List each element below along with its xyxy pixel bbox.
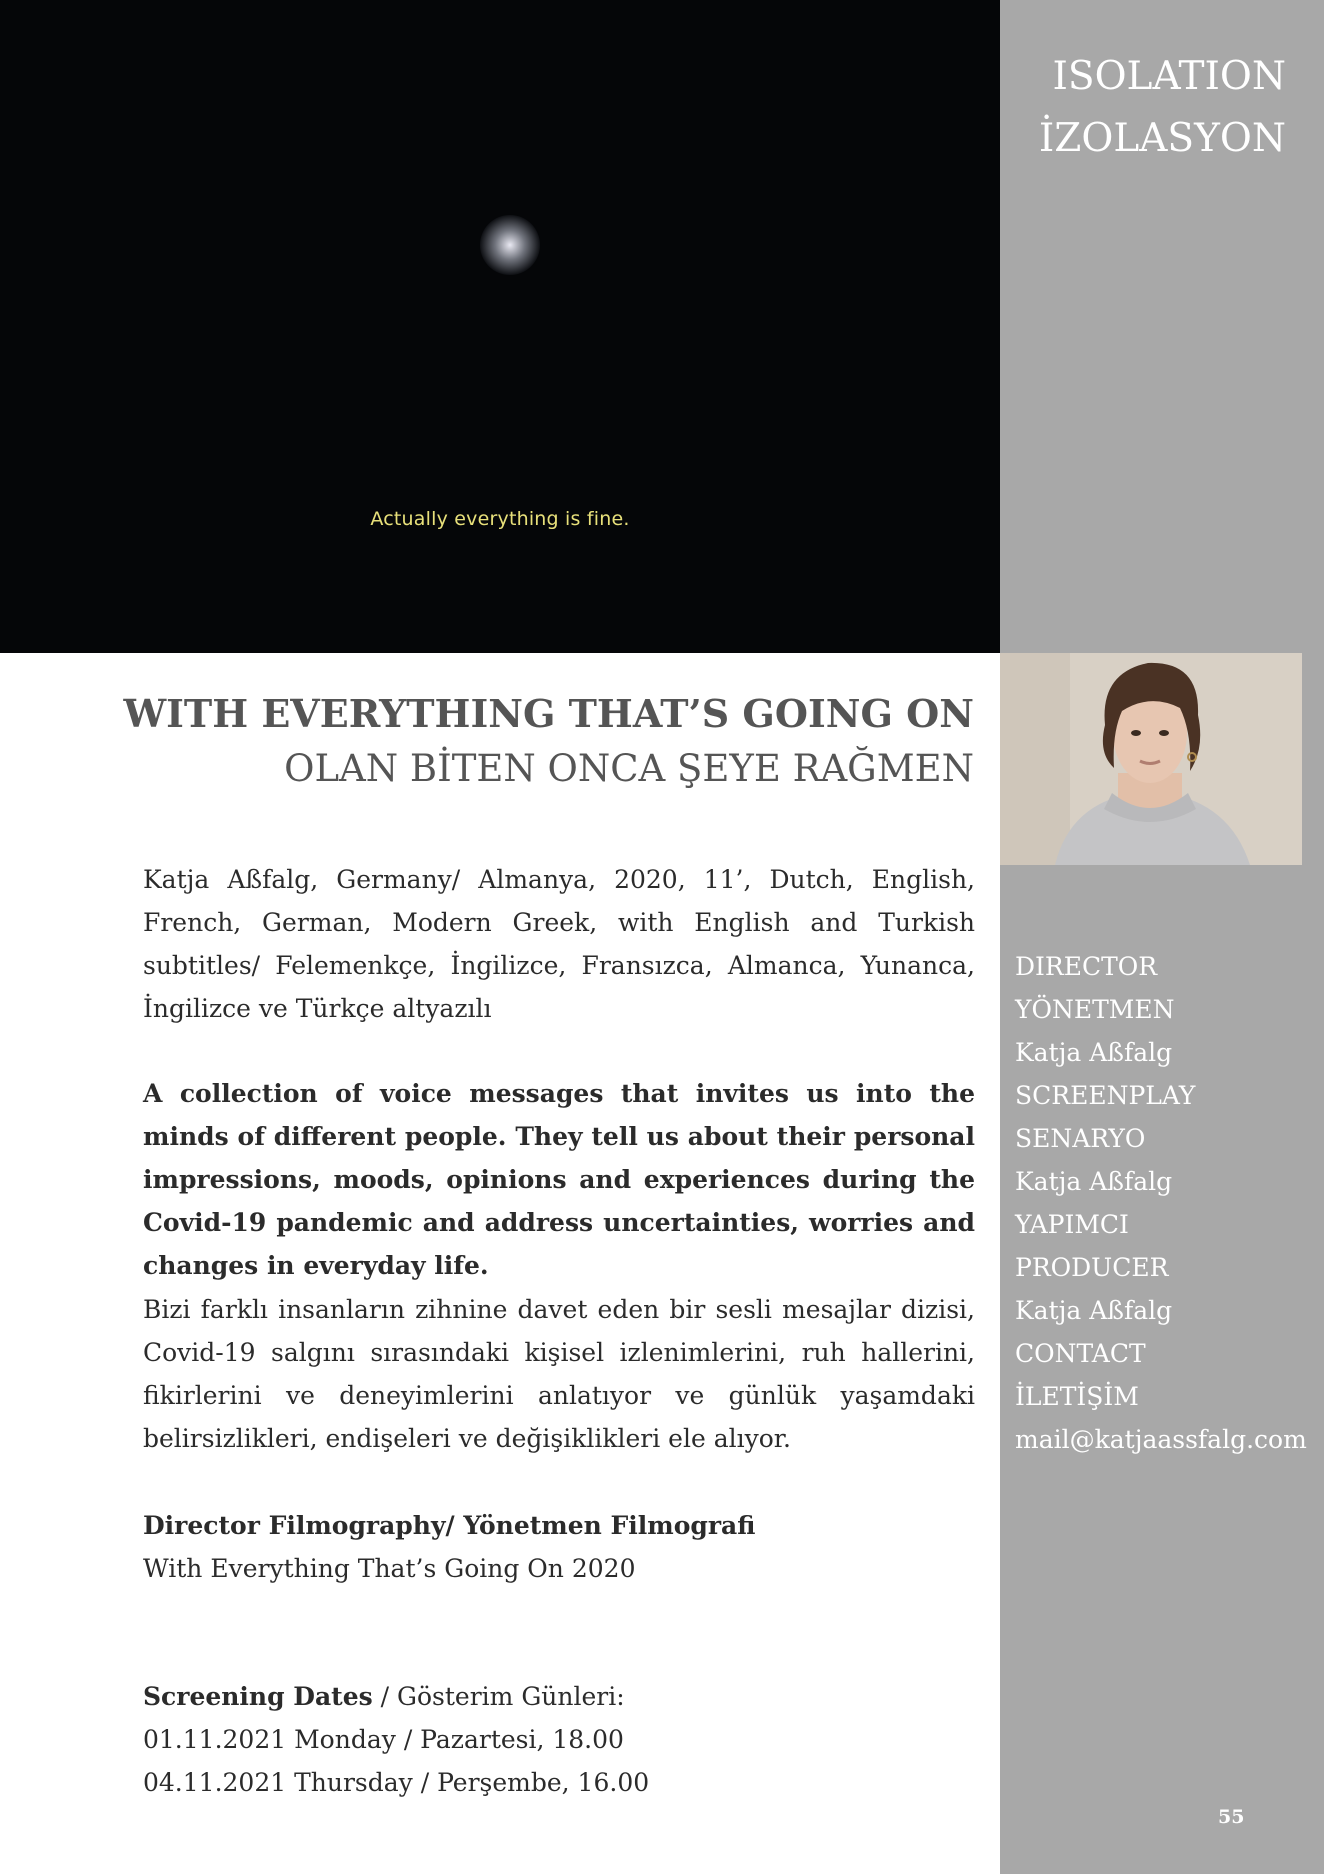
credit-label-screenplay-en: SCREENPLAY xyxy=(1015,1081,1196,1110)
credit-label-producer-en: PRODUCER xyxy=(1015,1253,1169,1282)
light-orb xyxy=(480,215,540,275)
credit-label-contact-en: CONTACT xyxy=(1015,1339,1146,1368)
filmography-entry: With Everything That’s Going On 2020 xyxy=(143,1554,636,1583)
credit-contact-email: mail@katjaassfalg.com xyxy=(1015,1425,1307,1454)
synopsis-en: A collection of voice messages that invites us into the minds of different people. They tell us about their personal impressions, moods, opinions and experiences during the Covid-19 pandemic and address uncertainties, worries and changes in everyday life. xyxy=(143,1079,975,1280)
credit-label-director-tr: YÖNETMEN xyxy=(1015,995,1175,1024)
film-title xyxy=(123,688,974,798)
credit-label-contact-tr: İLETİŞİM xyxy=(1015,1382,1139,1411)
credit-label-producer-tr: YAPIMCI xyxy=(1015,1210,1129,1239)
credit-producer-name: Katja Aßfalg xyxy=(1015,1296,1173,1325)
filmography-heading: Director Filmography/ Yönetmen Filmografi xyxy=(143,1511,756,1540)
screening-heading-tr: Gösterim Günleri: xyxy=(397,1682,625,1711)
credit-label-director-en: DIRECTOR xyxy=(1015,952,1158,981)
synopsis-tr: Bizi farklı insanların zihnine davet eden bir sesli mesajlar dizisi, Covid-19 salgını sırasındaki kişisel izlenimlerini, ruh hallerini, fikirlerini ve deneyimlerini anlatıyor ve günlük yaşamdaki belirsizlikleri, endişeleri ve değişiklikleri ele alıyor. xyxy=(143,1295,975,1453)
section-title-en: ISOLATION xyxy=(1052,54,1286,99)
credit-director-name: Katja Aßfalg xyxy=(1015,1038,1173,1067)
credit-screenplay-name: Katja Aßfalg xyxy=(1015,1167,1173,1196)
screening-heading-separator: / xyxy=(372,1682,398,1711)
film-still xyxy=(0,0,1000,653)
film-info: Katja Aßfalg, Germany/ Almanya, 2020, 11’, Dutch, English, French, German, Modern Greek, with English and Turkish subtitles/ Felemenkçe, İngilizce, Fransızca, Almanca, Yunanca, İngilizce ve Türkçe altyazılı xyxy=(143,865,975,1023)
screening-dates xyxy=(143,1675,975,1804)
section-title xyxy=(1039,46,1286,170)
screening-date-1: 01.11.2021 Monday / Pazartesi, 18.00 xyxy=(143,1725,624,1754)
film-title-en: WITH EVERYTHING THAT’S GOING ON xyxy=(123,691,974,736)
filmography xyxy=(143,1504,975,1590)
credit-label-screenplay-tr: SENARYO xyxy=(1015,1124,1146,1153)
screening-heading xyxy=(143,1675,975,1718)
section-title-tr: İZOLASYON xyxy=(1038,116,1286,161)
film-still-subtitle: Actually everything is fine. xyxy=(370,508,630,530)
credits-list xyxy=(1015,945,1307,1461)
director-portrait xyxy=(1000,653,1302,865)
screening-date-2: 04.11.2021 Thursday / Perşembe, 16.00 xyxy=(143,1768,650,1797)
film-title-tr: OLAN BİTEN ONCA ŞEYE RAĞMEN xyxy=(284,747,974,790)
page-number: 55 xyxy=(1218,1806,1245,1828)
sidebar-panel xyxy=(1000,0,1324,1874)
screening-heading-en: Screening Dates xyxy=(143,1682,373,1711)
